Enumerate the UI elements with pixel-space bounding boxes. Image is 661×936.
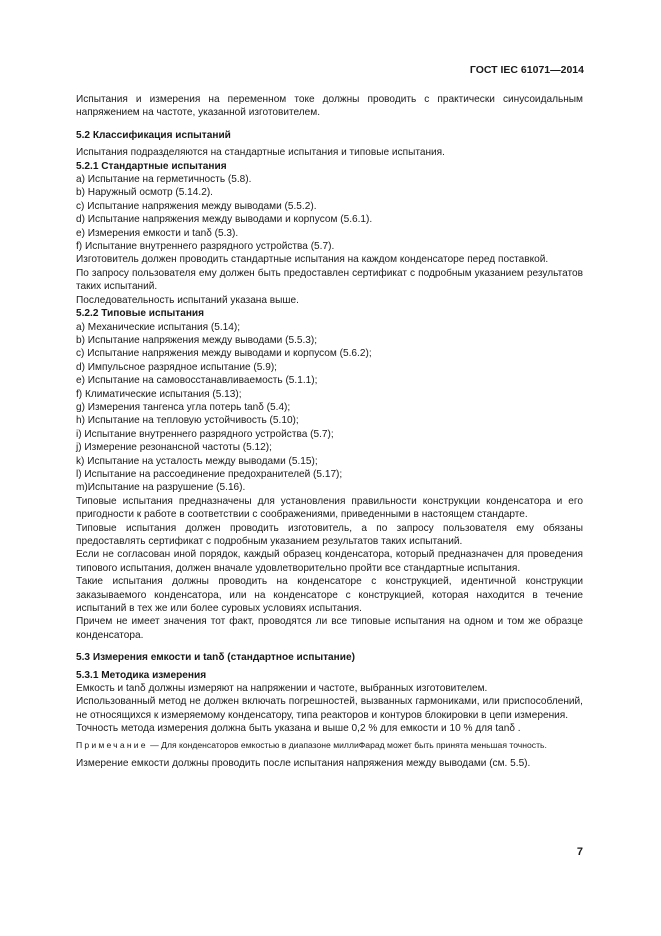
list-item: e) Измерения емкости и tanδ (5.3). <box>76 227 239 239</box>
paragraph: Измерение емкости должны проводить после испытания напряжения между выводами (см. 5.5). <box>76 757 531 769</box>
list-item: l) Испытание на рассоединение предохранителей (5.17); <box>76 468 343 480</box>
subsection-heading: 5.2.1 Стандартные испытания <box>76 160 227 172</box>
section-heading: 5.2 Классификация испытаний <box>76 129 231 141</box>
list-item: j) Измерение резонансной частоты (5.12); <box>76 442 272 454</box>
paragraph: Изготовитель должен проводить стандартные испытания на каждом конденсаторе перед поставкой. <box>76 254 549 266</box>
paragraph: Точность метода измерения должна быть указана и выше 0,2 % для емкости и 10 % для tanδ . <box>76 723 521 735</box>
list-item: k) Испытание на усталость между выводами (5.15); <box>76 455 318 467</box>
paragraph: Последовательность испытаний указана выше. <box>76 294 299 306</box>
list-item: e) Испытание на самовосстанавливаемость (5.1.1); <box>76 375 318 387</box>
list-item: h) Испытание на тепловую устойчивость (5.10); <box>76 415 299 427</box>
list-item: a) Испытание на герметичность (5.8). <box>76 174 252 186</box>
list-item: a) Механические испытания (5.14); <box>76 321 241 333</box>
paragraph: По запросу пользователя ему должен быть предоставлен сертификат с подробным указанием результатов таких испытаний. <box>76 267 583 293</box>
paragraph: Испытания подразделяются на стандартные испытания и типовые испытания. <box>76 147 445 159</box>
note-text: — Для конденсаторов емкостью в диапазоне миллиФарад может быть принята меньшая точность. <box>147 739 547 750</box>
note-label: Примечание <box>76 739 148 750</box>
subsection-heading: 5.3.1 Методика измерения <box>76 669 207 681</box>
standard-tests-list <box>76 173 583 253</box>
type-tests-list <box>76 321 583 495</box>
paragraph: Использованный метод не должен включать погрешностей, вызванных гармониками, или приспособлений, не относящихся к измеряемому конденсатору, типа реакторов и контуров блокировки в цепи измерения. <box>76 696 583 721</box>
list-item: i) Испытание внутреннего разрядного устройства (5.7); <box>76 428 334 440</box>
list-item: c) Испытание напряжения между выводами (5.5.2). <box>76 200 317 212</box>
paragraph: Причем не имеет значения тот факт, проводятся ли все типовые испытания на одном и том же образце конденсатора. <box>76 616 583 641</box>
list-item: b) Испытание напряжения между выводами (5.5.3); <box>76 334 318 346</box>
paragraph: Типовые испытания должен проводить изготовитель, а по запросу пользователя ему обязаны предоставлять сертификат с подробным указанием результатов таких испытаний. <box>76 522 583 547</box>
list-item: f) Испытание внутреннего разрядного устройства (5.7). <box>76 241 335 253</box>
list-item: g) Измерения тангенса угла потерь tanδ (5.4); <box>76 401 291 413</box>
list-item: m)Испытание на разрушение (5.16). <box>76 482 246 494</box>
paragraph: Емкость и tanδ должны измеряют на напряжении и частоте, выбранных изготовителем. <box>76 683 488 695</box>
subsection-heading: 5.2.2 Типовые испытания <box>76 308 205 320</box>
document-body <box>76 93 583 770</box>
section-heading: 5.3 Измерения емкости и tanδ (стандартное испытание) <box>76 652 355 664</box>
paragraph: Типовые испытания предназначены для установления правильности конструкции конденсатора и его пригодности к работе в соответствии с соображениями, приведенными в настоящем стандарте. <box>76 495 583 521</box>
list-item: f) Климатические испытания (5.13); <box>76 388 242 400</box>
list-item: b) Наружный осмотр (5.14.2). <box>76 187 213 199</box>
paragraph: Если не согласован иной порядок, каждый образец конденсатора, который предназначен для проведения типового испытания, должен вначале удовлетворительно пройти все стандартные испытания. <box>76 549 583 574</box>
page-number: 7 <box>576 846 583 858</box>
paragraph: Испытания и измерения на переменном токе должны проводить с практически синусоидальным напряжением на частоте, указанной изготовителем. <box>76 94 583 119</box>
paragraph: Такие испытания должны проводить на конденсаторе с конструкцией, идентичной конструкции заказываемого конденсатора, или на конденсаторе с конструкцией, которая находится в течение испытаний в тех же или более суровых условиях испытания. <box>76 576 583 615</box>
list-item: d) Испытание напряжения между выводами и корпусом (5.6.1). <box>76 214 373 226</box>
list-item: d) Импульсное разрядное испытание (5.9); <box>76 361 277 373</box>
list-item: c) Испытание напряжения между выводами и корпусом (5.6.2); <box>76 348 372 360</box>
note <box>76 740 583 751</box>
standard-header: ГОСТ IEC 61071—2014 <box>469 64 584 76</box>
